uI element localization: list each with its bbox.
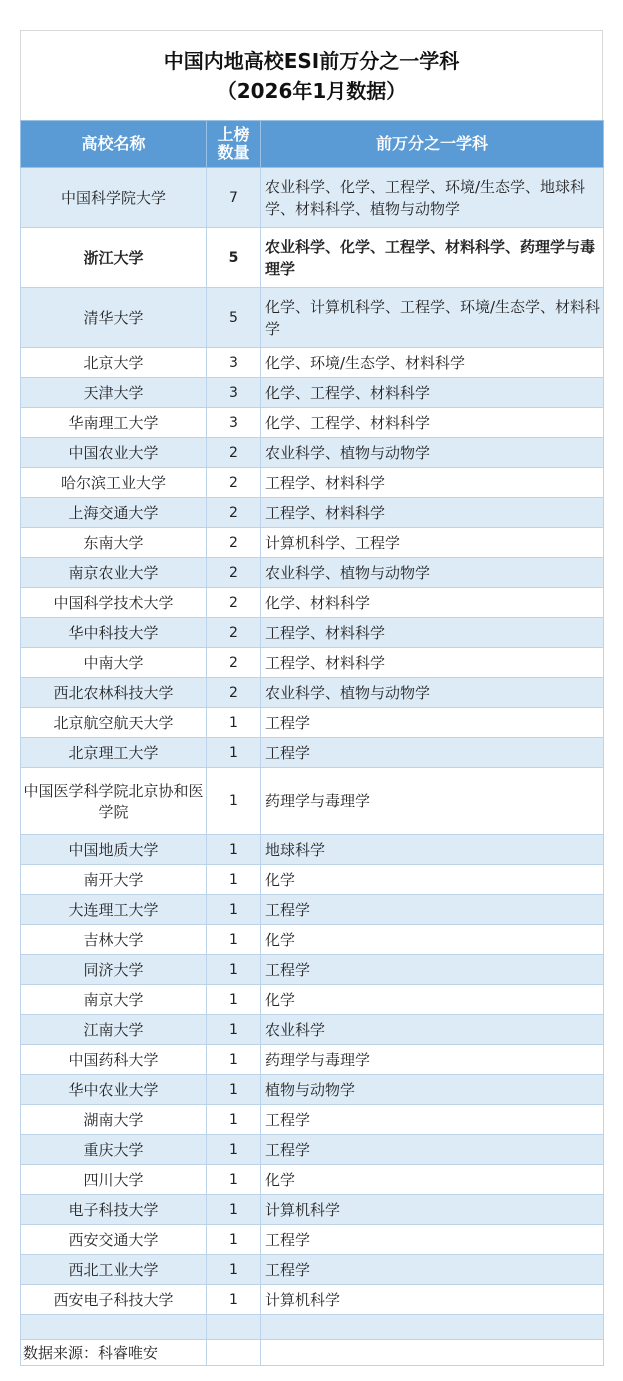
subject-count-cell: 2 [207,438,261,468]
subjects-cell: 化学 [261,985,604,1015]
header-name: 高校名称 [21,121,207,168]
header-count-line-1: 上榜 [217,125,250,144]
subject-count-cell: 1 [207,1105,261,1135]
subject-count-cell: 2 [207,618,261,648]
blank-row [21,1315,604,1340]
source-row [21,1340,604,1366]
subjects-cell: 化学、材料科学 [261,588,604,618]
subjects-cell: 农业科学 [261,1015,604,1045]
subject-count-cell: 1 [207,1225,261,1255]
table-row [21,1255,604,1285]
title-line-1: 中国内地高校ESI前万分之一学科 [163,48,460,73]
table-row [21,1195,604,1225]
subjects-cell: 药理学与毒理学 [261,768,604,835]
table-row [21,558,604,588]
table-row [21,925,604,955]
subject-count-cell: 3 [207,348,261,378]
table-row [21,498,604,528]
university-name-cell: 重庆大学 [21,1135,207,1165]
table-row [21,985,604,1015]
subject-count-cell: 2 [207,528,261,558]
subject-count-cell: 1 [207,865,261,895]
table-row [21,528,604,558]
table-row [21,438,604,468]
subjects-cell: 化学、计算机科学、工程学、环境/生态学、材料科学 [261,288,604,348]
table-row [21,1075,604,1105]
subjects-cell: 工程学 [261,708,604,738]
subject-count-cell: 1 [207,1195,261,1225]
subjects-cell: 计算机科学 [261,1195,604,1225]
table-row [21,955,604,985]
subjects-cell: 计算机科学 [261,1285,604,1315]
subjects-cell: 计算机科学、工程学 [261,528,604,558]
blank-cell [21,1315,207,1340]
university-name-cell: 华中农业大学 [21,1075,207,1105]
subjects-cell: 农业科学、植物与动物学 [261,558,604,588]
university-name-cell: 西北农林科技大学 [21,678,207,708]
subject-count-cell: 1 [207,1075,261,1105]
table-row [21,468,604,498]
subject-count-cell: 1 [207,925,261,955]
table-title [20,30,603,120]
university-name-cell: 华南理工大学 [21,408,207,438]
subject-count-cell: 3 [207,408,261,438]
subject-count-cell: 7 [207,168,261,228]
table-row [21,228,604,288]
university-name-cell: 大连理工大学 [21,895,207,925]
table-row [21,1225,604,1255]
table-row [21,1105,604,1135]
university-name-cell: 中国地质大学 [21,835,207,865]
university-name-cell: 南京农业大学 [21,558,207,588]
table-row [21,738,604,768]
table-row [21,708,604,738]
subject-count-cell: 1 [207,1015,261,1045]
empty-cell [207,1340,261,1366]
university-name-cell: 中南大学 [21,648,207,678]
subject-count-cell: 5 [207,288,261,348]
university-name-cell: 南京大学 [21,985,207,1015]
university-name-cell: 中国药科大学 [21,1045,207,1075]
university-name-cell: 浙江大学 [21,228,207,288]
table-row [21,348,604,378]
university-name-cell: 上海交通大学 [21,498,207,528]
university-name-cell: 同济大学 [21,955,207,985]
table-row [21,1045,604,1075]
table-row [21,768,604,835]
subjects-cell: 药理学与毒理学 [261,1045,604,1075]
subjects-cell: 工程学、材料科学 [261,648,604,678]
subjects-cell: 化学、工程学、材料科学 [261,408,604,438]
table-row [21,1135,604,1165]
subject-count-cell: 2 [207,558,261,588]
subjects-cell: 化学、工程学、材料科学 [261,378,604,408]
subjects-cell: 工程学 [261,1105,604,1135]
subjects-cell: 地球科学 [261,835,604,865]
subject-count-cell: 3 [207,378,261,408]
table-row [21,1285,604,1315]
subjects-cell: 工程学 [261,955,604,985]
subject-count-cell: 2 [207,678,261,708]
university-name-cell: 中国科学院大学 [21,168,207,228]
subjects-cell: 化学 [261,925,604,955]
university-name-cell: 北京大学 [21,348,207,378]
university-name-cell: 哈尔滨工业大学 [21,468,207,498]
table-row [21,408,604,438]
source-note: 数据来源：科睿唯安 [21,1340,207,1366]
university-name-cell: 华中科技大学 [21,618,207,648]
table-row [21,588,604,618]
subjects-cell: 农业科学、化学、工程学、材料科学、药理学与毒理学 [261,228,604,288]
subject-count-cell: 1 [207,1285,261,1315]
subject-count-cell: 2 [207,648,261,678]
university-name-cell: 西安交通大学 [21,1225,207,1255]
university-name-cell: 天津大学 [21,378,207,408]
header-count-line-2: 数量 [217,143,250,162]
empty-cell [261,1340,604,1366]
subjects-cell: 工程学、材料科学 [261,618,604,648]
subject-count-cell: 2 [207,498,261,528]
subject-count-cell: 1 [207,1165,261,1195]
subjects-cell: 工程学、材料科学 [261,468,604,498]
ranking-table [20,120,604,1366]
blank-cell [261,1315,604,1340]
university-name-cell: 南开大学 [21,865,207,895]
university-name-cell: 湖南大学 [21,1105,207,1135]
subjects-cell: 植物与动物学 [261,1075,604,1105]
table-row [21,835,604,865]
subjects-cell: 工程学 [261,1255,604,1285]
subject-count-cell: 1 [207,955,261,985]
subject-count-cell: 1 [207,738,261,768]
table-row [21,1015,604,1045]
university-name-cell: 吉林大学 [21,925,207,955]
university-name-cell: 北京航空航天大学 [21,708,207,738]
subject-count-cell: 1 [207,1045,261,1075]
university-name-cell: 北京理工大学 [21,738,207,768]
university-name-cell: 清华大学 [21,288,207,348]
university-name-cell: 中国医学科学院北京协和医学院 [21,768,207,835]
subject-count-cell: 2 [207,588,261,618]
header-subjects: 前万分之一学科 [261,121,604,168]
table-row [21,618,604,648]
university-name-cell: 四川大学 [21,1165,207,1195]
table-row [21,168,604,228]
university-name-cell: 西北工业大学 [21,1255,207,1285]
subject-count-cell: 1 [207,985,261,1015]
blank-cell [207,1315,261,1340]
university-name-cell: 中国农业大学 [21,438,207,468]
subjects-cell: 化学 [261,865,604,895]
subjects-cell: 工程学 [261,1135,604,1165]
subjects-cell: 化学、环境/生态学、材料科学 [261,348,604,378]
title-line-2: （2026年1月数据） [216,78,407,103]
ranking-sheet [20,30,603,1366]
table-row [21,895,604,925]
header-count [207,121,261,168]
subject-count-cell: 1 [207,708,261,738]
subjects-cell: 农业科学、化学、工程学、环境/生态学、地球科学、材料科学、植物与动物学 [261,168,604,228]
subjects-cell: 工程学 [261,1225,604,1255]
table-row [21,288,604,348]
subjects-cell: 工程学 [261,895,604,925]
subject-count-cell: 2 [207,468,261,498]
table-row [21,1165,604,1195]
subjects-cell: 农业科学、植物与动物学 [261,678,604,708]
subjects-cell: 化学 [261,1165,604,1195]
subject-count-cell: 1 [207,768,261,835]
subject-count-cell: 1 [207,1255,261,1285]
subject-count-cell: 1 [207,835,261,865]
header-row [21,121,604,168]
table-row [21,378,604,408]
university-name-cell: 江南大学 [21,1015,207,1045]
university-name-cell: 东南大学 [21,528,207,558]
university-name-cell: 西安电子科技大学 [21,1285,207,1315]
subject-count-cell: 5 [207,228,261,288]
subject-count-cell: 1 [207,1135,261,1165]
subjects-cell: 农业科学、植物与动物学 [261,438,604,468]
university-name-cell: 电子科技大学 [21,1195,207,1225]
table-row [21,648,604,678]
subjects-cell: 工程学 [261,738,604,768]
subjects-cell: 工程学、材料科学 [261,498,604,528]
subject-count-cell: 1 [207,895,261,925]
table-row [21,678,604,708]
table-row [21,865,604,895]
university-name-cell: 中国科学技术大学 [21,588,207,618]
